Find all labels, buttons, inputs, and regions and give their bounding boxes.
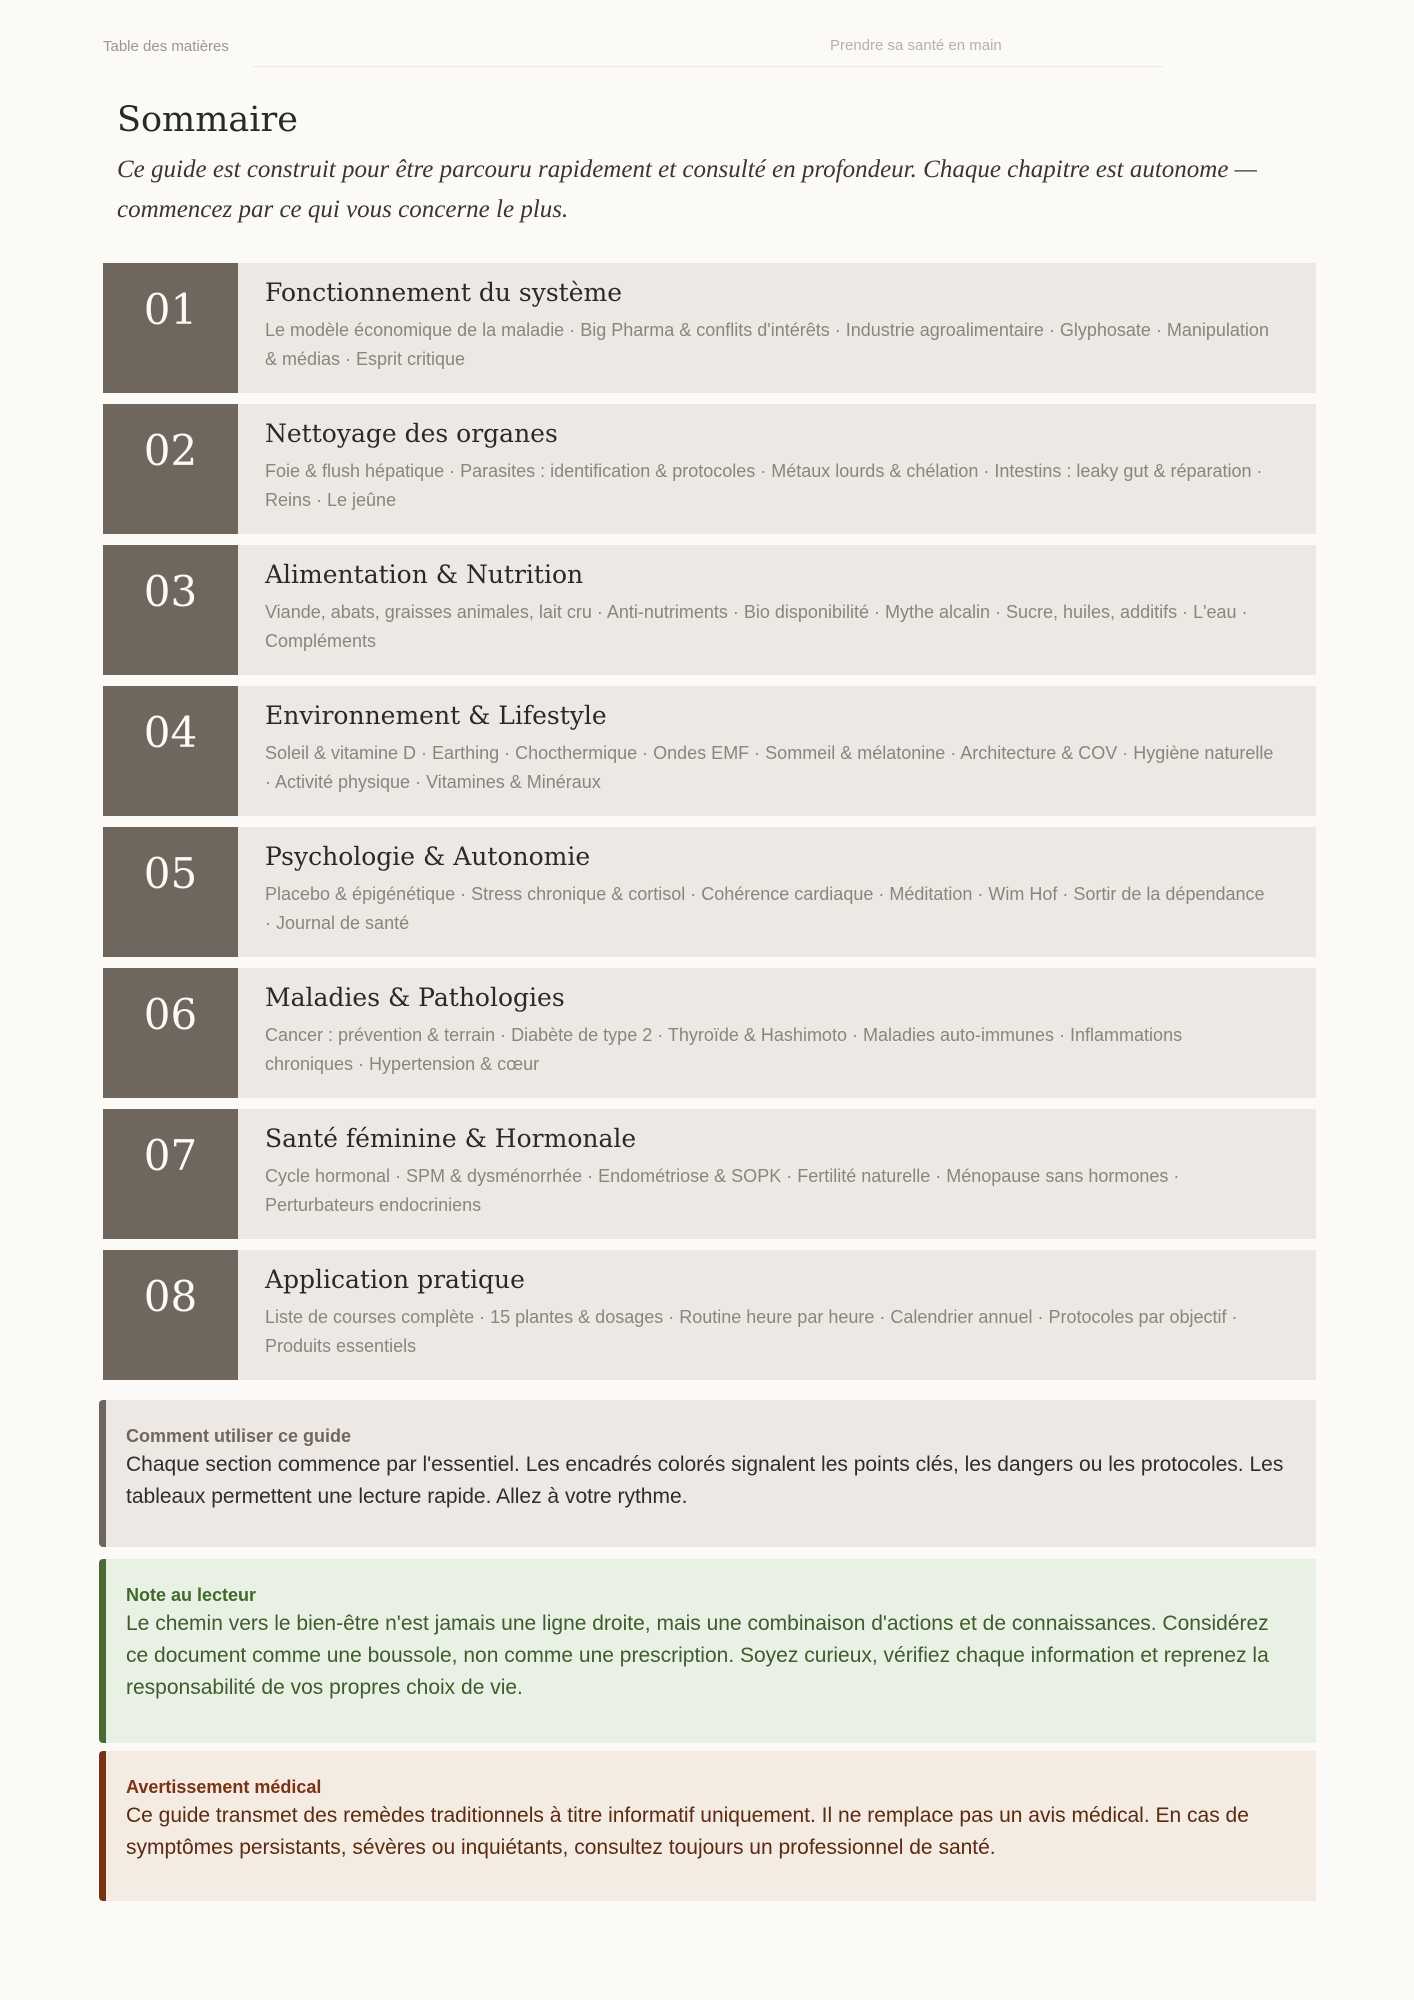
page-title: Sommaire bbox=[117, 100, 298, 140]
chapter-01[interactable] bbox=[103, 263, 1316, 393]
chapter-number-box bbox=[103, 404, 238, 534]
book-title: Prendre sa santé en main bbox=[830, 37, 1002, 54]
chapter-topics: Viande, abats, graisses animales, lait cru · Anti-nutriments · Bio disponibilité · Mythe alcalin · Sucre, huiles, additifs · L'eau · Compléments bbox=[265, 602, 1248, 651]
chapter-number-box bbox=[103, 545, 238, 675]
callout-title: Note au lecteur bbox=[126, 1585, 257, 1605]
chapter-number: 07 bbox=[143, 1131, 198, 1180]
intro-text: Ce guide est construit pour être parcouru rapidement et consulté en profondeur. Chaque chapitre est autonome — commencez par ce qui vous concerne le plus. bbox=[117, 156, 1257, 223]
section-label: Table des matières bbox=[103, 38, 229, 55]
chapter-topics: Cancer : prévention & terrain · Diabète de type 2 · Thyroïde & Hashimoto · Maladies auto-immunes · Inflammations chroniques · Hypertension & cœur bbox=[265, 1025, 1183, 1074]
callout-body: Chaque section commence par l'essentiel. Les encadrés colorés signalent les points clés, les dangers ou les protocoles. Les tableaux permettent une lecture rapide. Allez à votre rythme. bbox=[126, 1453, 1284, 1508]
chapter-number-box bbox=[103, 827, 238, 957]
chapter-number-box bbox=[103, 263, 238, 393]
chapter-title: Nettoyage des organes bbox=[265, 419, 558, 448]
chapter-05[interactable] bbox=[103, 827, 1316, 957]
chapter-number: 03 bbox=[143, 567, 198, 616]
chapter-title: Santé féminine & Hormonale bbox=[265, 1124, 637, 1153]
chapter-number-box bbox=[103, 1250, 238, 1380]
chapter-03[interactable] bbox=[103, 545, 1316, 675]
chapter-07[interactable] bbox=[103, 1109, 1316, 1239]
chapter-number-box bbox=[103, 968, 238, 1098]
callout-body: Le chemin vers le bien-être n'est jamais une ligne droite, mais une combinaison d'actions et de connaissances. Considérez ce document comme une boussole, non comme une prescription. Soyez curieux, vérifiez chaque information et reprenez la responsabilité de vos propres choix de vie. bbox=[126, 1612, 1269, 1699]
chapter-08[interactable] bbox=[103, 1250, 1316, 1380]
chapter-number: 05 bbox=[143, 849, 198, 898]
chapter-topics: Cycle hormonal · SPM & dysménorrhée · Endométriose & SOPK · Fertilité naturelle · Ménopause sans hormones · Perturbateurs endocriniens bbox=[265, 1166, 1180, 1215]
chapter-number: 08 bbox=[143, 1272, 198, 1321]
usage-callout bbox=[99, 1400, 1316, 1547]
chapter-topics: Foie & flush hépatique · Parasites : identification & protocoles · Métaux lourds & chélation · Intestins : leaky gut & réparation · Reins · Le jeûne bbox=[265, 461, 1263, 510]
callout-body: Ce guide transmet des remèdes traditionnels à titre informatif uniquement. Il ne remplace pas un avis médical. En cas de symptômes persistants, sévères ou inquiétants, consultez toujours un professionnel de santé. bbox=[126, 1804, 1249, 1859]
header-rule bbox=[253, 66, 1163, 67]
chapter-topics: Soleil & vitamine D · Earthing · Chocthermique · Ondes EMF · Sommeil & mélatonine · Architecture & COV · Hygiène naturelle · Activité physique · Vitamines & Minéraux bbox=[265, 743, 1274, 792]
chapter-topics: Le modèle économique de la maladie · Big Pharma & conflits d'intérêts · Industrie agroalimentaire · Glyphosate · Manipulation & médias · Esprit critique bbox=[265, 320, 1269, 369]
chapter-title: Environnement & Lifestyle bbox=[265, 701, 607, 730]
chapter-number: 06 bbox=[143, 990, 198, 1039]
reader-note-callout bbox=[99, 1559, 1316, 1743]
table-of-contents bbox=[103, 263, 1316, 1391]
chapter-title: Fonctionnement du système bbox=[265, 278, 622, 307]
chapter-topics: Liste de courses complète · 15 plantes & dosages · Routine heure par heure · Calendrier annuel · Protocoles par objectif · Produits essentiels bbox=[265, 1307, 1238, 1356]
callout-title: Comment utiliser ce guide bbox=[126, 1426, 352, 1446]
chapter-04[interactable] bbox=[103, 686, 1316, 816]
chapter-title: Maladies & Pathologies bbox=[265, 983, 565, 1012]
chapter-title: Application pratique bbox=[265, 1265, 525, 1294]
medical-warning-callout bbox=[99, 1751, 1316, 1901]
chapter-number: 01 bbox=[143, 285, 198, 334]
chapter-02[interactable] bbox=[103, 404, 1316, 534]
chapter-title: Alimentation & Nutrition bbox=[265, 560, 584, 589]
chapter-number: 02 bbox=[143, 426, 198, 475]
chapter-title: Psychologie & Autonomie bbox=[265, 842, 591, 871]
callout-title: Avertissement médical bbox=[126, 1777, 322, 1797]
chapter-number: 04 bbox=[143, 708, 198, 757]
running-header bbox=[103, 38, 1163, 68]
chapter-topics: Placebo & épigénétique · Stress chronique & cortisol · Cohérence cardiaque · Méditation · Wim Hof · Sortir de la dépendance · Journal de santé bbox=[265, 884, 1265, 933]
chapter-number-box bbox=[103, 1109, 238, 1239]
chapter-06[interactable] bbox=[103, 968, 1316, 1098]
chapter-number-box bbox=[103, 686, 238, 816]
